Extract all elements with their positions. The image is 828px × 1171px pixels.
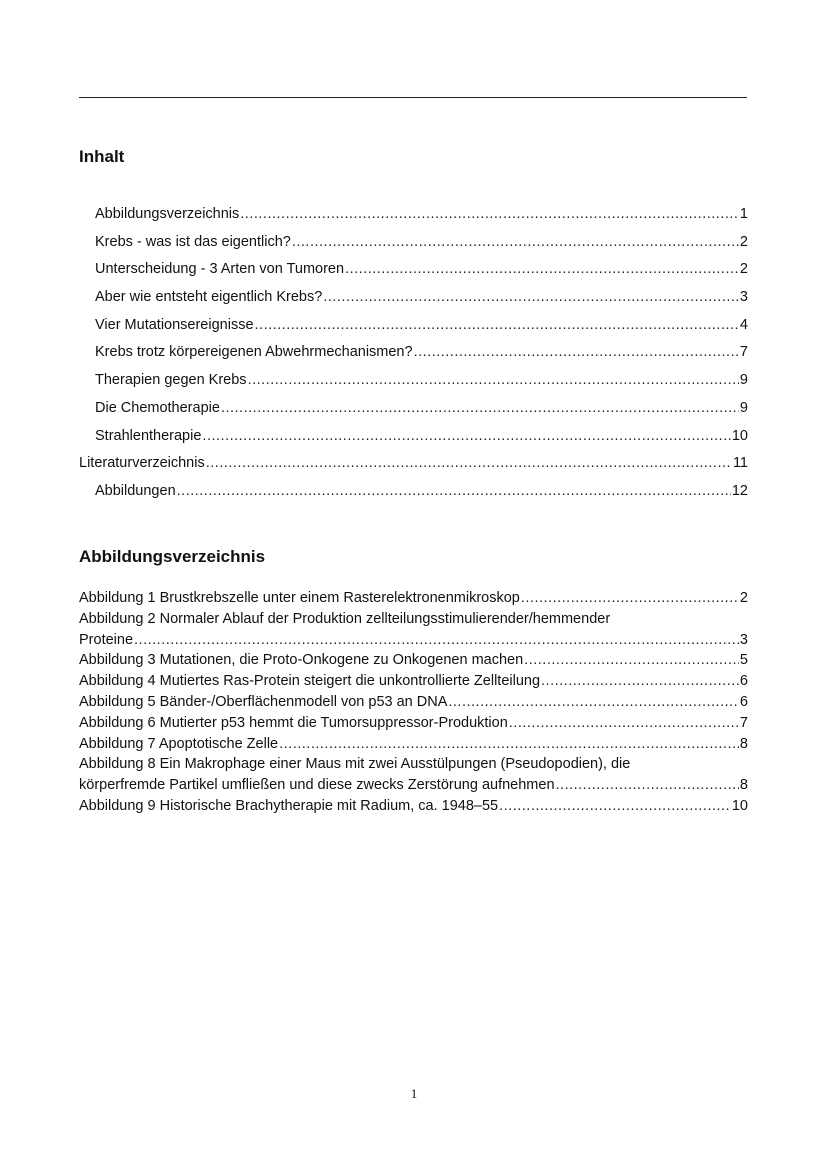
figure-entry-page: 6: [739, 673, 748, 690]
toc-heading: Inhalt: [79, 147, 125, 166]
toc-entry[interactable]: [79, 256, 748, 284]
dot-leader: [221, 395, 739, 423]
figure-entry-label: Abbildung 6 Mutierter p53 hemmt die Tumorsuppressor-Produktion: [79, 714, 508, 731]
toc-entry-page: 10: [731, 427, 748, 444]
table-of-contents: [79, 201, 748, 506]
figure-entry-page: 2: [739, 590, 748, 606]
toc-entry-label: Strahlentherapie: [95, 427, 202, 444]
toc-entry-page: 2: [739, 233, 748, 250]
dot-leader: [206, 450, 732, 478]
figure-entry-label: Abbildung 4 Mutiertes Ras-Protein steigert die unkontrollierte Zellteilung: [79, 673, 541, 690]
dot-leader: [202, 423, 730, 451]
figure-entry-label: Proteine: [79, 631, 134, 648]
dot-leader: [279, 734, 739, 755]
figure-entry[interactable]: [79, 609, 748, 651]
dot-leader: [448, 692, 739, 713]
dot-leader: [323, 284, 739, 312]
toc-entry-label: Aber wie entsteht eigentlich Krebs?: [95, 289, 323, 306]
toc-entry[interactable]: [79, 423, 748, 451]
figure-entry-page: 8: [739, 735, 748, 752]
toc-entry-page: 7: [739, 344, 748, 361]
figure-entry-label: Abbildung 5 Bänder-/Oberflächenmodell von p53 an DNA: [79, 693, 448, 710]
dot-leader: [524, 650, 739, 671]
toc-entry-page: 11: [732, 455, 748, 472]
toc-entry[interactable]: [79, 201, 748, 229]
figure-entry-page: 8: [739, 777, 748, 794]
figure-entry[interactable]: [79, 588, 748, 609]
toc-entry-label: Literaturverzeichnis: [79, 455, 205, 472]
figure-entry-label: Abbildung 3 Mutationen, die Proto-Onkogene zu Onkogenen machen: [79, 652, 524, 669]
figure-entry-label: körperfremde Partikel umfließen und diese zwecks Zerstörung aufnehmen: [79, 777, 555, 794]
dot-leader: [292, 229, 739, 257]
dot-leader: [134, 630, 739, 651]
toc-entry-label: Vier Mutationsereignisse: [95, 316, 254, 333]
toc-entry-label: Krebs - was ist das eigentlich?: [95, 233, 291, 250]
figure-entry[interactable]: [79, 650, 748, 671]
toc-entry-page: 9: [739, 399, 748, 416]
toc-entry-label: Unterscheidung - 3 Arten von Tumoren: [95, 261, 345, 278]
figure-entry-page: 5: [739, 652, 748, 669]
figure-entry-page: 3: [739, 631, 748, 648]
dot-leader: [240, 201, 739, 229]
toc-entry[interactable]: [79, 478, 748, 506]
dot-leader: [556, 775, 739, 796]
figure-entry-label: Abbildung 9 Historische Brachytherapie mit Radium, ca. 1948–55: [79, 797, 499, 814]
toc-entry[interactable]: [79, 284, 748, 312]
figure-entry-page: 10: [731, 797, 748, 814]
figure-entry-label: Abbildung 2 Normaler Ablauf der Produktion zellteilungsstimulierender/hemmender: [79, 610, 611, 627]
toc-entry-page: 1: [739, 206, 748, 222]
dot-leader: [541, 671, 739, 692]
toc-entry-page: 3: [739, 289, 748, 306]
list-of-figures: [79, 588, 748, 817]
toc-entry[interactable]: [79, 339, 748, 367]
lof-heading: Abbildungsverzeichnis: [79, 547, 266, 566]
toc-entry-label: Therapien gegen Krebs: [95, 372, 247, 389]
figure-entry[interactable]: [79, 713, 748, 734]
dot-leader: [521, 588, 739, 609]
dot-leader: [414, 339, 739, 367]
toc-entry-label: Abbildungsverzeichnis: [95, 206, 240, 222]
figure-entry-label: Abbildung 8 Ein Makrophage einer Maus mit zwei Ausstülpungen (Pseudopodien), die: [79, 756, 631, 773]
toc-entry-page: 12: [731, 482, 748, 499]
toc-entry[interactable]: [79, 450, 748, 478]
figure-entry-page: 7: [739, 714, 748, 731]
dot-leader: [509, 713, 739, 734]
figure-entry[interactable]: [79, 671, 748, 692]
toc-entry-page: 9: [739, 372, 748, 389]
toc-entry-label: Krebs trotz körpereigenen Abwehrmechanismen?: [95, 344, 413, 361]
dot-leader: [345, 256, 739, 284]
toc-entry[interactable]: [79, 312, 748, 340]
header-rule: [79, 97, 747, 98]
figure-entry[interactable]: [79, 796, 748, 817]
figure-entry[interactable]: [79, 754, 748, 796]
figure-entry[interactable]: [79, 692, 748, 713]
page-number: 1: [410, 1086, 418, 1101]
toc-entry-page: 4: [739, 316, 748, 333]
figure-entry[interactable]: [79, 734, 748, 755]
dot-leader: [255, 312, 739, 340]
toc-entry[interactable]: [79, 229, 748, 257]
dot-leader: [499, 796, 731, 817]
toc-entry[interactable]: [79, 367, 748, 395]
toc-entry[interactable]: [79, 395, 748, 423]
figure-entry-page: 6: [739, 693, 748, 710]
figure-entry-label: Abbildung 7 Apoptotische Zelle: [79, 735, 279, 752]
figure-entry-label: Abbildung 1 Brustkrebszelle unter einem Rasterelektronenmikroskop: [79, 590, 520, 606]
toc-entry-label: Abbildungen: [95, 482, 176, 499]
dot-leader: [248, 367, 739, 395]
toc-entry-label: Die Chemotherapie: [95, 399, 220, 416]
toc-entry-page: 2: [739, 261, 748, 278]
dot-leader: [177, 478, 731, 506]
